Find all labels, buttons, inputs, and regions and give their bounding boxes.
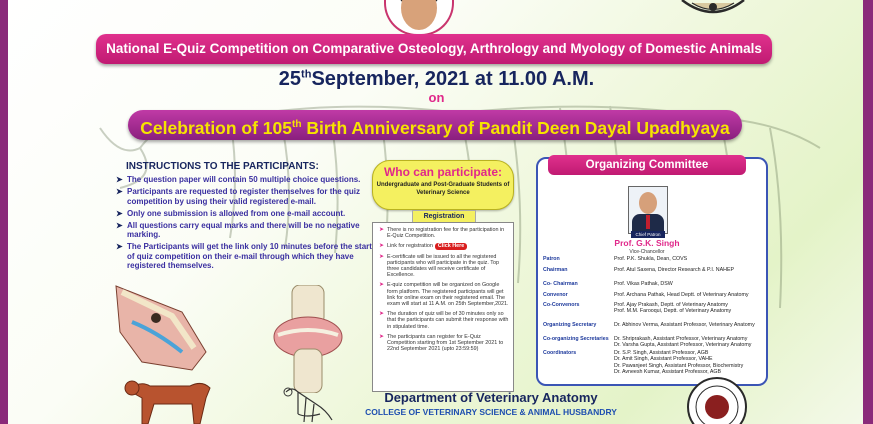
horse-head-anatomy-icon — [112, 282, 210, 374]
bullet-icon: ➤ — [379, 227, 385, 233]
college-name: COLLEGE OF VETERINARY SCIENCE & ANIMAL HUSBANDRY — [365, 407, 617, 417]
bullet-icon: ➤ — [379, 333, 385, 340]
registration-item: ➤ E-certificate will be issued to all the registered participants who will participate in the quiz. Top three candidates will receive certificate of Excellence. — [379, 253, 499, 279]
date-suffix: th — [301, 68, 312, 81]
competition-title-banner — [96, 34, 772, 64]
instructions-heading: INSTRUCTIONS TO THE PARTICIPANTS: — [126, 161, 319, 172]
left-border — [0, 0, 8, 424]
who-heading: Who can participate: — [383, 165, 502, 179]
instruction-item: ➤ Participants are requested to register themselves for the quiz competition by using their valid registered e-mail. — [116, 187, 360, 206]
bullet-icon: ➤ — [379, 311, 385, 318]
competition-title: National E-Quiz Competition on Comparative Osteology, Arthrology and Myology of Domestic Animals — [106, 41, 762, 56]
registration-item: ➤ E-quiz competition will be organized on Google form platform. The registered participants will get link for online exam on their registered email. The exam will start at 11 A.M. on 25th September,2021. — [379, 282, 509, 308]
instruction-item: ➤ All questions carry equal marks and there will be no negative marking. — [116, 220, 360, 239]
department-name: Department of Veterinary Anatomy — [384, 390, 598, 405]
click-here-button[interactable]: Click Here — [435, 243, 467, 249]
instructions-list — [116, 175, 378, 273]
instruction-item: ➤ Only one submission is allowed from one e-mail account. — [116, 208, 346, 218]
registration-box — [372, 222, 514, 392]
date-rest: September, 2021 at 11.00 A.M. — [311, 68, 595, 90]
bullet-icon: ➤ — [379, 253, 385, 260]
registration-item: ➤ The duration of quiz will be of 30 minutes only so that the participants can submit their response with in stipulated time. — [379, 311, 509, 330]
organizing-committee-heading: Organizing Committee — [548, 155, 746, 175]
instruction-item: ➤ The question paper will contain 50 multiple choice questions. — [116, 175, 361, 184]
registration-tab: Registration — [412, 210, 476, 224]
portrait-photo — [384, 0, 454, 36]
bullet-icon: ➤ — [379, 282, 385, 289]
registration-item: ➤ The participants can register for E-Quiz Competition starting from 1st September 2021 to 22nd September 2021 (upto 23:59:59) — [379, 333, 504, 353]
dog-muscle-icon — [120, 368, 216, 424]
celebration-suffix: th — [292, 119, 302, 130]
instruction-item: ➤ The Participants will get the link only 10 minutes before the start of quiz competition on their e-mail through which they have registered themselves. — [116, 242, 372, 270]
bullet-icon: ➤ — [116, 208, 123, 218]
bullet-icon: ➤ — [116, 175, 123, 184]
quiz-poster: National E-Quiz Competition on Comparative Osteology, Arthrology and Myology of Domestic Animals 25thSeptember, 2021 at 11.00 A.M. on Celebration of 105th Birth Anniversary of Pandit Deen Dayal Upadhyaya INSTRUCTIONS TO THE PARTICIPANTS: ➤ The question paper will contain 50 multiple choice questions. ➤ Participants are requested to register themselves for the quiz competition by using their valid registered e-mail. ➤ Only one submission is allowed from one e-mail account. ➤ All questions carry equal marks and there will be no negative marking. ➤ The Participants will get the link only 10 minutes before the start of quiz competition on their e-mail through which they have registered themselves. Who can participate: Undergraduate and Post-Graduate Students of Veterinary Science Registration ➤ There is no registration fee for the participation in E-Quiz Competition. ➤ Link for registration Click Here ➤ E-certificate will be issued to all the registered participants who will participate in the quiz. Top three candidates will receive certificate of Excellence. ➤ E-quiz competition will be organized on Google form platform. The registered participants will get link for online exam on their registered email. The exam will start at 11 A.M. on 25th September,2021. ➤ The duration of quiz will be of 30 minutes only so that the participants can submit their response with in stipulated time. ➤ The participants can register for E-Quiz Competition starting from 1st September 2021 to 22nd September 2021 (upto 23:59:59) Organizing Committee Chief Patron Prof. G.K. Singh Vice-Chancellor Patron Prof. P.K. Shukla, Dean, COVS Chairman Prof. Atul Saxena, Director Research & P.I. NAHEP Co- Chairman Prof. Vikas Pathak, DSW Convenor Prof. Archana Pathak, Head Deptt. of Veterinary Anatomy Co-Convenors Prof. Ajay Prakash, Deptt. of Veterinary Anatomy Prof. M.M. Farooqui, Deptt. of Veterinary Anatomy Organizing Secretary Dr. Abhinov Verma, Assistant Professor, Veterinary Anatomy Co-organizing Secretaries Dr. Shriprakash, Assistant Professor, Veterinary Anatomy Dr. Varsha Gupta, Assistant Professor, Veterinary Anatomy Coordinators Dr. S.P. Singh, Assistant Professor, AGB Dr. Amit Singh, Assistant Professor, VAHE Dr. Pawanjeet Singh, Assistant Professor, Biochemistry Dr. Avneesh Kumar, Assistant Professor, AGB Department of Veterinary Anatomy COLLEGE OF VETERINARY SCIENCE & ANIMAL HUSBANDRY — [0, 0, 873, 424]
who-text: Undergraduate and Post-Graduate Students of Veterinary Science — [376, 182, 510, 196]
university-logo-icon — [678, 0, 748, 18]
chief-patron-role: Vice-Chancellor — [629, 249, 665, 255]
knee-joint-icon — [262, 285, 354, 393]
celebration-banner — [128, 110, 742, 140]
chief-patron-photo — [628, 186, 668, 234]
celebration-text-end: Birth Anniversary of Pandit Deen Dayal Upadhyaya — [301, 117, 730, 138]
bird-skeleton-icon — [276, 384, 336, 424]
registration-list — [373, 223, 513, 352]
date-day: 25 — [278, 68, 302, 90]
chief-patron-tag: Chief Patron — [631, 231, 665, 238]
who-can-participate-box — [372, 160, 514, 210]
bullet-icon: ➤ — [116, 242, 123, 251]
chief-patron-name: Prof. G.K. Singh — [614, 238, 680, 248]
event-on-label: on — [428, 90, 445, 105]
registration-item: ➤ There is no registration fee for the participation in E-Quiz Competition. — [379, 227, 505, 240]
bullet-icon: ➤ — [116, 220, 123, 230]
university-seal-icon — [686, 376, 748, 424]
event-date — [0, 68, 873, 91]
bullet-icon: ➤ — [116, 187, 123, 196]
celebration-text-start: Celebration of 105 — [140, 117, 293, 138]
bullet-icon: ➤ — [379, 243, 385, 250]
registration-item: ➤ Link for registration Click Here — [379, 243, 509, 249]
